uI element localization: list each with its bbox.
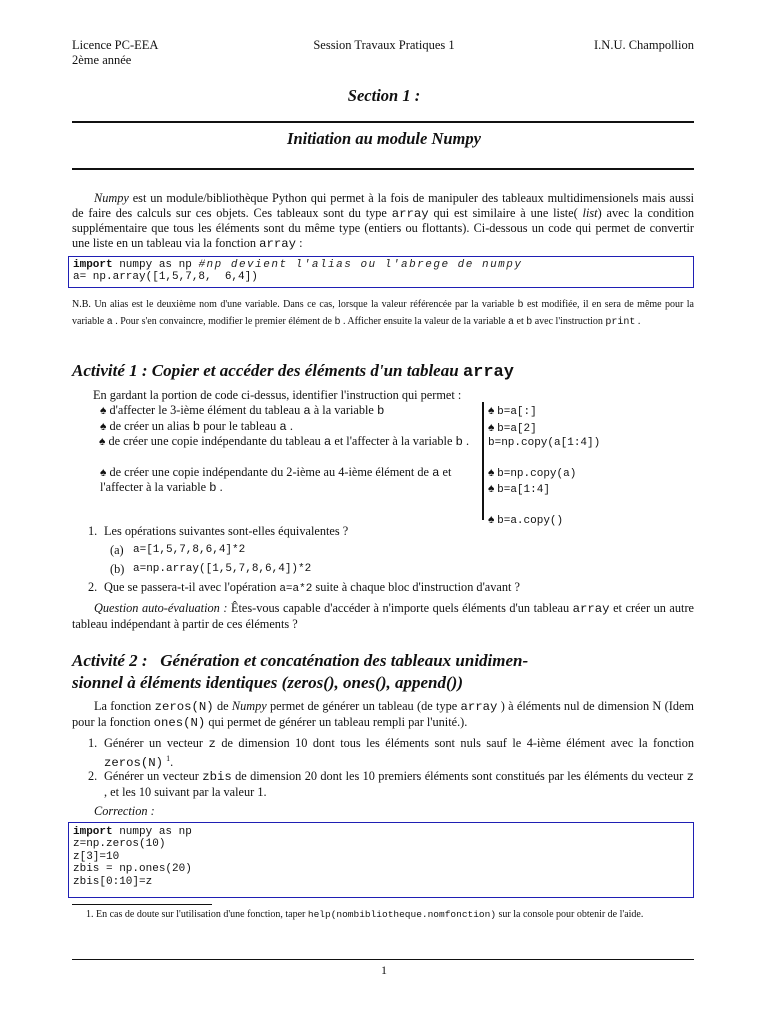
spade-icon: ♠ <box>488 403 495 417</box>
spade-icon: ♠ <box>99 434 106 449</box>
question-1: Les opérations suivantes sont-elles équivalentes ? <box>104 524 349 538</box>
list-item: ♠ de créer une copie indépendante du 2-ième au 4-ième élément de a et l'affecter à la variable b . <box>100 464 452 496</box>
activity-2-title-line2: sionnel à éléments identiques (zeros(), ones(), append()) <box>72 673 463 692</box>
task-1: Générer un vecteur z de dimension 10 dont tous les éléments sont nuls sauf le 4-ième élément avec la fonction zeros(N) $^1$. <box>104 736 694 770</box>
section-title: Initiation au module Numpy <box>287 129 481 148</box>
code-line: zbis = np.ones(20) <box>73 863 192 876</box>
question-1a-label: (a) <box>110 543 124 557</box>
section-rule-bottom <box>72 168 694 170</box>
activity-1-right-column <box>488 403 600 529</box>
answer-item: ♠ b=a[2] <box>488 419 537 435</box>
activity-2-title-line1: Activité 2 : Génération et concaténation des tableaux unidimen- <box>72 651 529 670</box>
page-number: 1 <box>381 963 387 977</box>
question-2: Que se passera-t-il avec l'opération a=a*2 suite à chaque bloc d'instruction d'avant ? <box>104 580 520 595</box>
activity-1-lead: En gardant la portion de code ci-dessus, identifier l'instruction qui permet : <box>93 388 462 402</box>
footer-rule <box>72 959 694 960</box>
activity-2-title <box>72 650 697 694</box>
spade-icon: ♠ <box>488 481 495 496</box>
code-line: import numpy as np <box>73 826 192 838</box>
answer-item: ♠ b=a[1:4] <box>488 481 550 497</box>
activity-1-title: Activité 1 : Copier et accéder des éléments d'un tableau array <box>72 361 514 382</box>
task-2-number: 2. <box>88 769 98 783</box>
list-item: ♠ d'affecter le 3-ième élément du tableau a à la variable b <box>100 403 385 418</box>
spade-icon: ♠ <box>100 403 107 417</box>
header-year: 2ème année <box>72 53 132 67</box>
header-course: Licence PC-EEA <box>72 38 159 52</box>
spade-icon: ♠ <box>488 511 495 526</box>
footnote: 1. En cas de doute sur l'utilisation d'une fonction, taper help(nombibliotheque.nomfonction) sur la console pour obtenir de l'aide. <box>86 909 644 920</box>
answer-item: b=np.copy(a[1:4]) <box>488 437 601 450</box>
footnote-rule <box>72 904 212 905</box>
code-line: a= np.array([1,5,7,8, 6,4]) <box>73 271 258 284</box>
intro-paragraph: Numpy est un module/bibliothèque Python qui permet à la fois de manipuler des tableaux multidimensionels mais aussi de faire des calculs sur ces objets. Ces tableaux sont du type array qui est similaire à une liste( list) avec la condition supplémentaire que tous les éléments sont du même type (entiers ou flottants). Ci-dessous un code qui permet de convertir une liste en un tableau via la fonction array : <box>72 191 694 251</box>
question-1-number: 1. <box>88 524 98 538</box>
task-2: Générer un vecteur zbis de dimension 20 dont les 10 premiers éléments sont constitués par les éléments du vecteur z , et les 10 suivant par la valeur 1. <box>104 769 694 799</box>
note-paragraph: N.B. Un alias est le deuxième nom d'une variable. Dans ce cas, lorsque la valeur référencée par la variable b est modifiée, il en sera de même pour la variable a . Pour s'en convaincre, modifier le premier élément de b . Afficher ensuite la valeur de la variable a et b avec l'instruction print . <box>72 299 694 328</box>
list-item: ♠ de créer une copie indépendante du tableau a et l'affecter à la variable b . <box>99 434 470 450</box>
question-1b-code: a=np.array([1,5,7,8,6,4])*2 <box>133 563 312 575</box>
activity-1-left-column <box>100 403 478 496</box>
spade-icon: ♠ <box>488 464 495 479</box>
answer-item: ♠ b=a.copy() <box>488 511 564 527</box>
question-2-number: 2. <box>88 580 98 594</box>
code-line: zbis[0:10]=z <box>73 875 153 888</box>
code-line: z[3]=10 <box>73 850 120 863</box>
answer-item: ♠ b=np.copy(a) <box>488 464 577 480</box>
header-center: Session Travaux Pratiques 1 <box>313 38 455 52</box>
code-line: z=np.zeros(10) <box>73 838 166 851</box>
code-block-2 <box>68 822 694 898</box>
task-1-number: 1. <box>88 736 98 750</box>
header-right: I.N.U. Champollion <box>594 38 694 52</box>
section-number: Section 1 : <box>347 86 421 105</box>
list-item: ♠ de créer un alias b pour le tableau a . <box>100 418 293 434</box>
spade-icon: ♠ <box>488 419 495 434</box>
activity-2-paragraph: La fonction zeros(N) de Numpy permet de générer un tableau (de type array ) à éléments nul de dimension N (Idem pour la fonction ones(N) qui permet de générer un tableau rempli par l'unité.). <box>72 699 694 730</box>
correction-label: Correction : <box>94 804 155 818</box>
spade-icon: ♠ <box>100 418 107 433</box>
question-1b-label: (b) <box>110 562 125 576</box>
code-line: import numpy as np #np devient l'alias ou l'abrege de numpy <box>73 259 523 271</box>
spade-icon: ♠ <box>100 464 107 479</box>
answer-item: ♠ b=a[:] <box>488 403 537 418</box>
column-divider <box>482 402 484 520</box>
code-block-1 <box>68 256 694 288</box>
self-evaluation: Question auto-évaluation : Êtes-vous capable d'accéder à n'importe quels éléments d'un tableau array et créer un autre tableau indépendant à partir de ces éléments ? <box>72 601 695 631</box>
question-1a-code: a=[1,5,7,8,6,4]*2 <box>133 544 246 556</box>
section-rule-top <box>72 121 694 123</box>
